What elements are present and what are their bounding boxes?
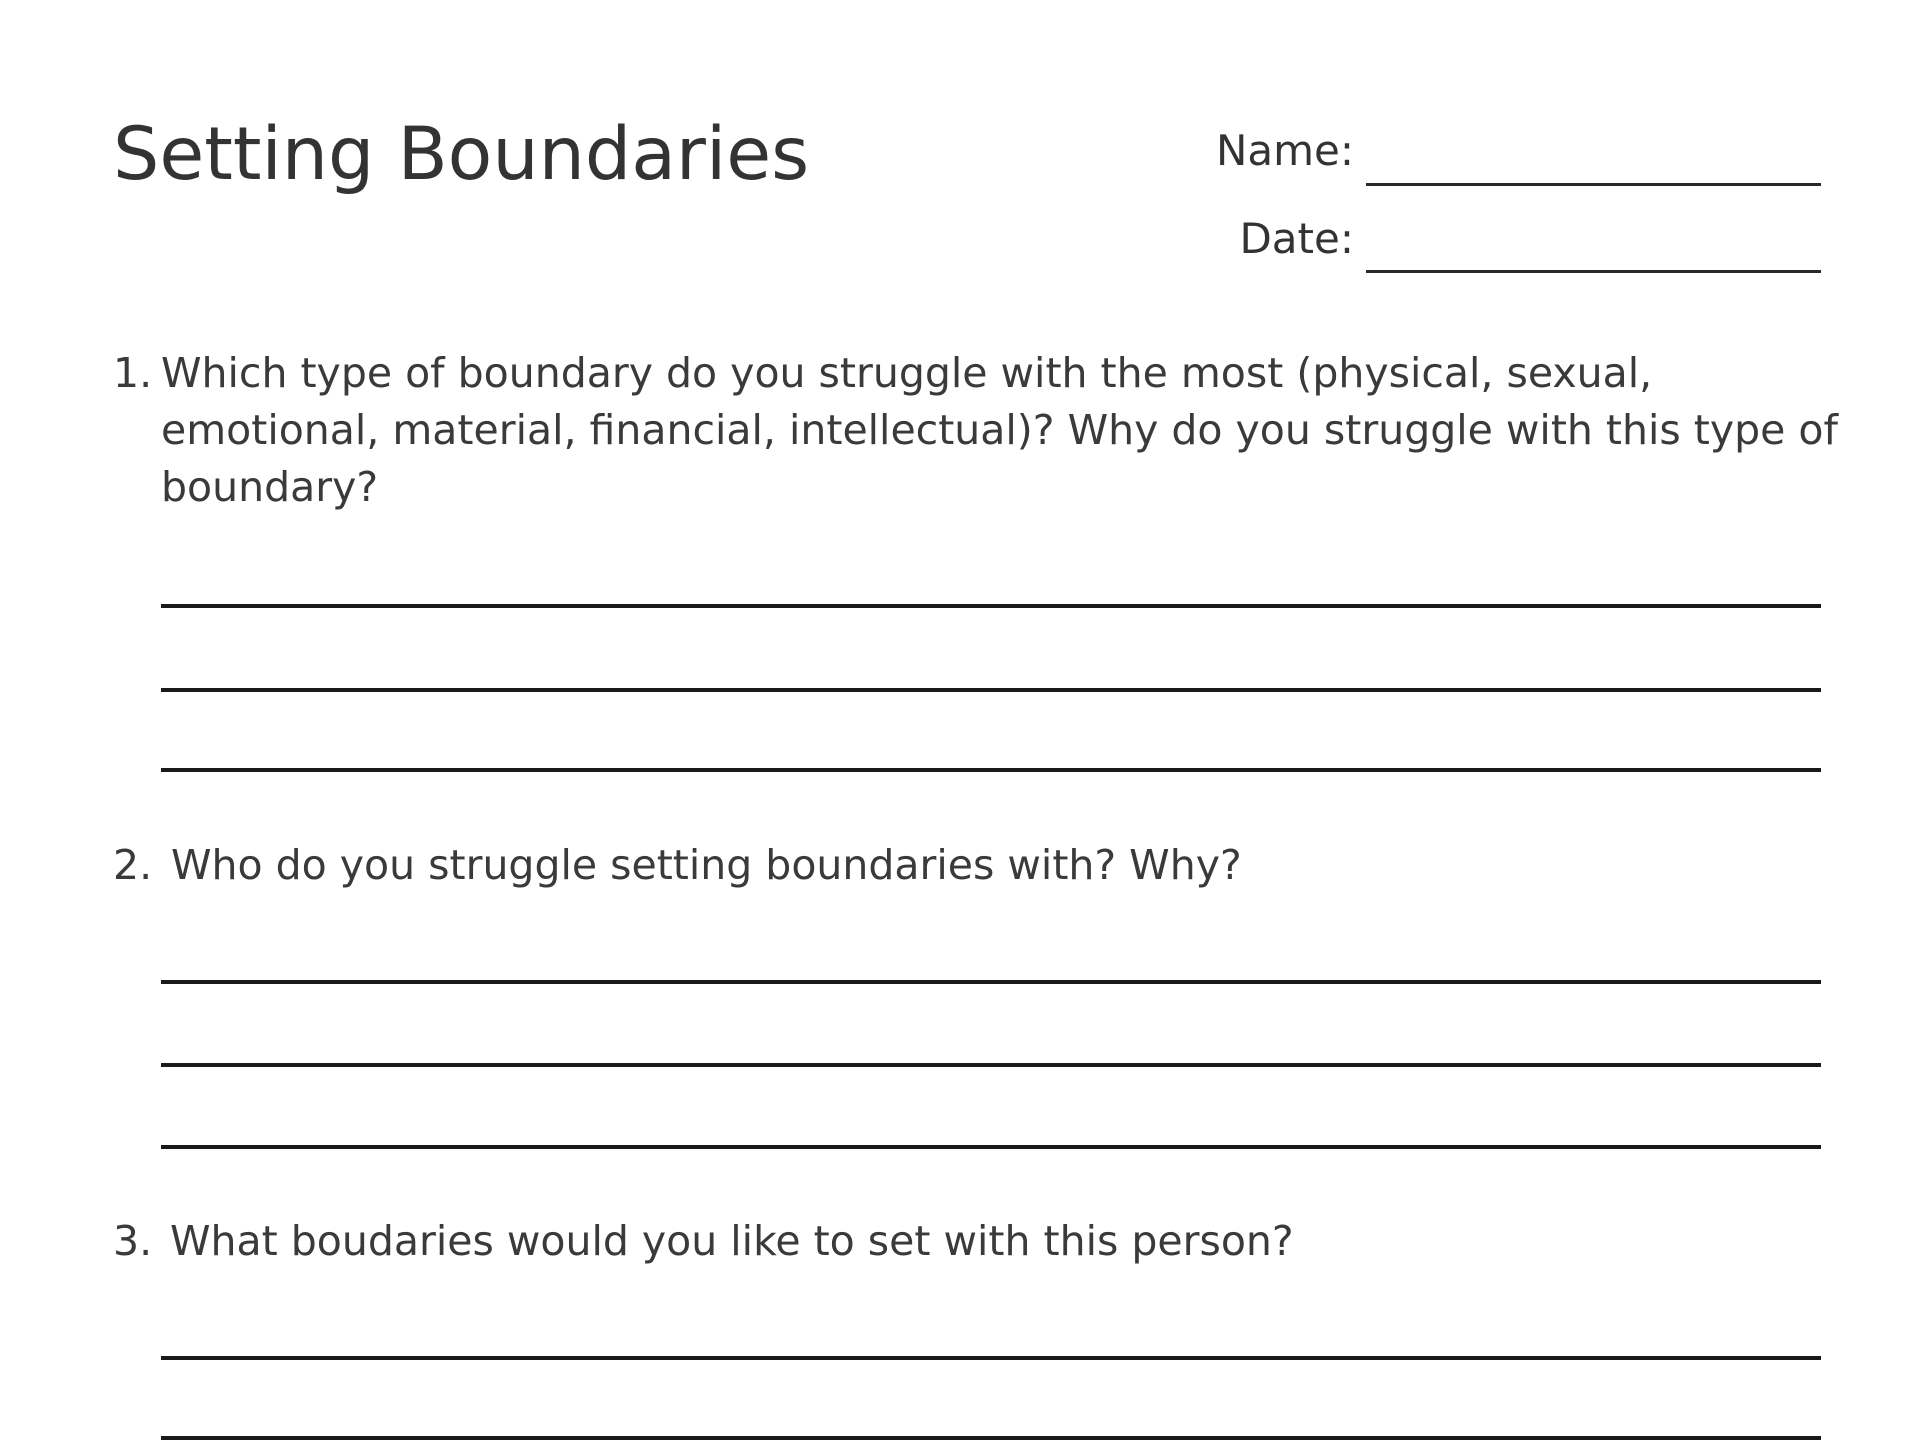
question-2-number: 2. (113, 841, 153, 889)
question-1-text: Which type of boundary do you struggle with the most (physical, sexual, emotional, material, financial, intellectual)? Why do you struggle with this type of boundary? (161, 349, 1838, 511)
name-label: Name: (1215, 126, 1354, 175)
question-3-answer-line[interactable] (161, 1356, 1821, 1360)
question-1-answer-line[interactable] (161, 688, 1821, 692)
question-2-answer-line[interactable] (161, 980, 1821, 984)
date-label: Date: (1239, 214, 1354, 263)
question-3-answer-line[interactable] (161, 1436, 1821, 1440)
question-1-answer-line[interactable] (161, 768, 1821, 772)
date-field[interactable] (1366, 270, 1821, 273)
question-1-number: 1. (113, 349, 153, 397)
question-2-answer-line[interactable] (161, 1063, 1821, 1067)
question-3-number: 3. (113, 1217, 153, 1265)
page-title: Setting Boundaries (113, 112, 810, 197)
name-field[interactable] (1366, 183, 1821, 186)
question-3-text: What boudaries would you like to set with this person? (170, 1217, 1294, 1265)
question-2-answer-line[interactable] (161, 1145, 1821, 1149)
question-2-text: Who do you struggle setting boundaries with? Why? (171, 841, 1242, 889)
question-1-answer-line[interactable] (161, 604, 1821, 608)
